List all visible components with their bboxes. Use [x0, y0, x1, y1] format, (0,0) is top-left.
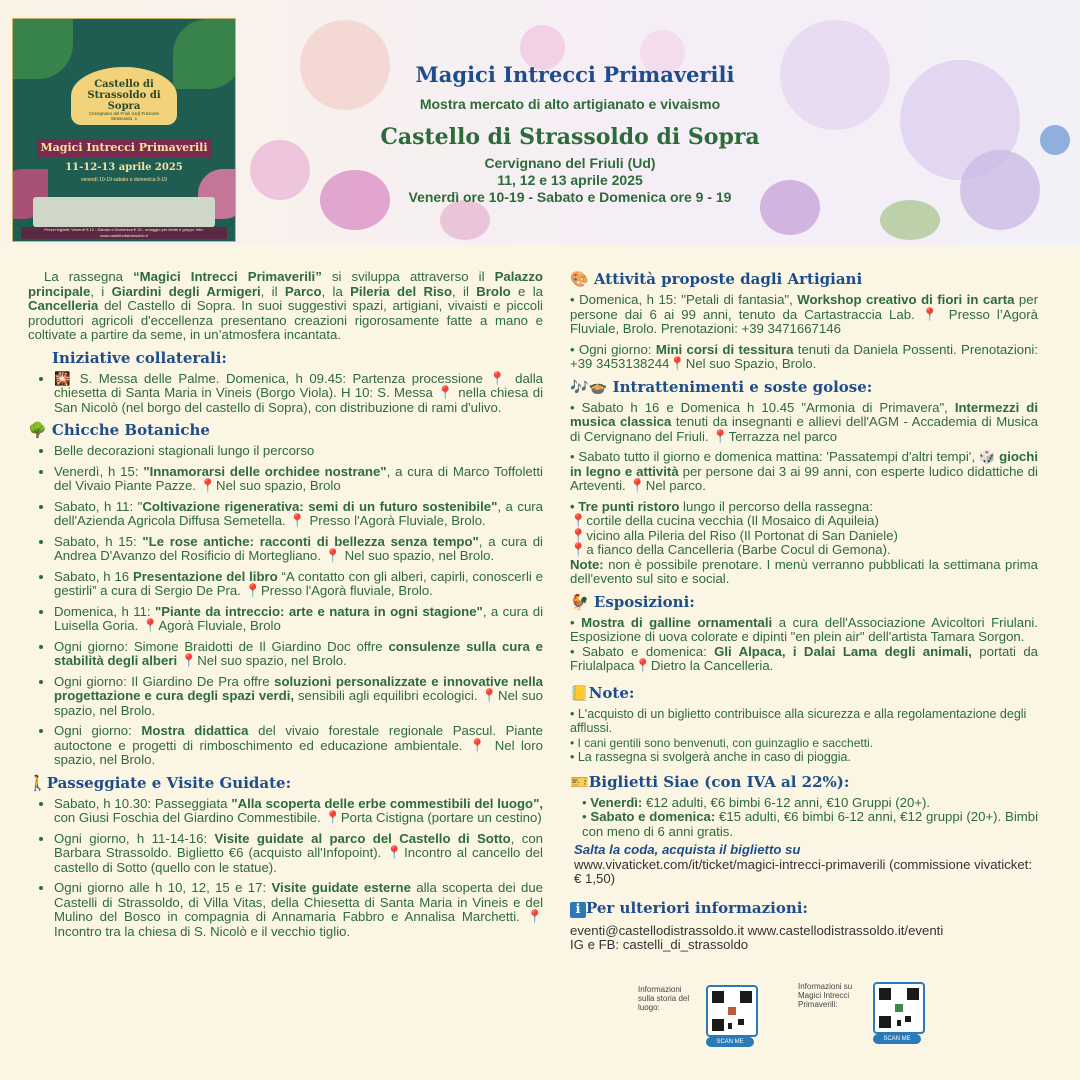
- text-run: “A contatto con gli alberi, capirli, conoscerli e gestirli” a cura di Sergio De Pra. 📍Presso l'Agorà fluviale, Brolo.: [54, 568, 543, 598]
- text-run: tenuti da insegnanti e allievi dell'AGM - Accademia di Musica di Cervignano del Friuli. 📍Terrazza nel parco: [570, 414, 1038, 444]
- leaf-decoration: [12, 18, 73, 79]
- qr-code-event[interactable]: [873, 982, 925, 1034]
- bold-text: "Innamorarsi delle orchidee nostrane": [143, 463, 387, 479]
- chicken-icon: 🐓: [570, 592, 589, 611]
- flower-decoration: [440, 200, 490, 240]
- section-title-note: [570, 684, 1038, 702]
- list-item: [54, 724, 543, 768]
- text-run: Ogni giorno: Il Giardino De Pra offre: [54, 673, 275, 689]
- text-run: Sabato, h 11: ": [54, 498, 143, 514]
- bold-text: Mostra didattica: [141, 723, 249, 738]
- note-item: • L'acquisto di un biglietto contribuisce alla sicurezza e alla regolamentazione degli afflussi.: [570, 706, 1027, 735]
- text-run: • Ogni giorno:: [570, 341, 656, 357]
- ristoro-heading: [570, 500, 1038, 515]
- list-item: [570, 293, 1038, 337]
- ristoro-note-label: Note:: [570, 556, 604, 572]
- list-item: [570, 645, 1038, 674]
- list-item: [54, 372, 543, 416]
- bold-text: Visite guidate esterne: [271, 880, 411, 895]
- list-item: [570, 343, 1038, 372]
- section-title-chicche-label: Chicche Botaniche: [51, 421, 210, 439]
- text-run: Domenica, h 11:: [54, 603, 155, 619]
- event-subtitle: Mostra mercato di alto artigianato e vivaismo: [419, 96, 721, 112]
- section-title-chicche: [28, 421, 543, 439]
- qr-event-label: Informazioni su Magici Intrecci Primaverili:: [798, 982, 853, 1009]
- ristoro-item: 📍a fianco della Cancelleria (Barbe Cocul di Gemona).: [570, 542, 891, 557]
- bold-text: "Piante da intreccio: arte e natura in ogni stagione": [155, 603, 483, 619]
- text-run: •: [582, 794, 591, 810]
- list-item: [54, 570, 543, 599]
- bold-text: Palazzo principale: [28, 269, 543, 299]
- section-title-intrattenimenti-label: Intrattenimenti e soste golose:: [612, 377, 873, 396]
- contacts-line[interactable]: eventi@castellodistrassoldo.it www.castellodistrassoldo.it/eventi: [570, 922, 944, 938]
- chicche-list: [28, 444, 543, 768]
- text-run: Ogni giorno, h 11-14-16:: [54, 830, 215, 846]
- flower-decoration: [300, 20, 390, 110]
- ristoro-note-text: non è possibile prenotare. I menù verranno pubblicati la settimana prima dell'evento sul sito e social.: [570, 556, 1038, 586]
- list-item: [54, 881, 543, 939]
- text-run: , a cura di Marco Toffoletti del Vivaio Piante Pazze. 📍Nel suo spazio, Brolo: [54, 463, 543, 493]
- event-dates: 11, 12 e 13 aprile 2025: [497, 172, 643, 188]
- ristoro-item: 📍vicino alla Pileria del Riso (Il Portonat di San Daniele): [570, 527, 898, 543]
- bold-text: "Alla scoperta delle erbe commestibili del luogo",: [231, 795, 543, 811]
- iniziative-list: [28, 372, 543, 416]
- list-item: [54, 605, 543, 634]
- list-item: [54, 465, 543, 494]
- right-column: [570, 270, 1038, 953]
- section-title-attivita-label: Attività proposte dagli Artigiani: [593, 270, 863, 288]
- section-title-passeggiate-label: Passeggiate e Visite Guidate:: [46, 773, 292, 792]
- section-title-esposizioni-label: Esposizioni:: [593, 592, 695, 611]
- poster-address: Cervignano del Friuli (Ud) Frazione Strassoldo, 1: [88, 111, 160, 121]
- walking-person-icon: 🚶: [28, 773, 47, 792]
- text-run: del vivaio forestale regionale Pascul. Piante autoctone e progetti di rimboschimento ed educazione ambientale. 📍 Nel loro spazio, nel Brolo.: [54, 723, 543, 767]
- section-title-biglietti-label: Biglietti Siae (con IVA al 22%):: [588, 772, 850, 791]
- ticket-icon: 🎫: [570, 772, 589, 791]
- bold-text: Workshop creativo di fiori in carta: [797, 292, 1015, 307]
- text-run: Sabato, h 10.30: Passeggiata: [54, 795, 232, 811]
- passeggiate-list: [28, 797, 543, 940]
- section-title-passeggiate: [28, 774, 543, 792]
- leaf-decoration: [880, 200, 940, 240]
- text-run: • Domenica, h 15: "Petali di fantasia",: [570, 292, 798, 307]
- bold-text: Mini corsi di tessitura: [655, 341, 794, 357]
- text-run: €15 adulti, €6 bimbi 6-12 anni, €12 gruppi (20+). Bimbi con meno di 6 anni gratis.: [582, 809, 1038, 839]
- text-run: portati da Friulalpaca📍Dietro la Cancelleria.: [570, 643, 1038, 673]
- palette-icon: 🎨: [570, 270, 589, 288]
- qr-code-history[interactable]: [706, 985, 758, 1037]
- text-run: alla scoperta dei due Castelli di Strassoldo, di Villa Vitas, della Chiesetta di Santa Maria in Vineis e del Mulino del Bosco in compagnia di Annamaria Fabbro e Annalisa Marchetti. 📍Incontro tra la chiesa di S. Nicolò e il vecchio tiglio.: [54, 880, 543, 939]
- text-run: Sabato, h 15:: [54, 533, 143, 549]
- bold-text: Sabato e domenica:: [590, 809, 716, 824]
- scan-me-badge: SCAN ME: [873, 1034, 921, 1044]
- event-poster: [12, 18, 236, 242]
- intro-paragraph: [28, 270, 543, 343]
- list-item: [570, 401, 1038, 445]
- text-run: per persone dai 3 ai 99 anni, con esperte ludico didattiche di Arteventi. 📍Nel parco.: [570, 463, 1038, 493]
- info-icon: ℹ: [570, 902, 586, 918]
- text-run: tenuti da Daniela Possenti. Prenotazioni: +39 3453138244📍Nel suo Spazio, Brolo.: [570, 341, 1039, 371]
- list-item: [54, 832, 543, 876]
- text-run: Sabato, h 16: [54, 568, 133, 584]
- text-run: Ogni giorno:: [54, 723, 142, 738]
- section-title-intrattenimenti: [570, 378, 1038, 396]
- tree-icon: 🌳: [28, 421, 47, 439]
- bold-text: Parco: [284, 283, 322, 299]
- poster-hours: venerdì 10-19 sabato e domenica 9-19: [81, 177, 167, 183]
- bold-text: Coltivazione rigenerativa: semi di un futuro sostenibile": [142, 498, 498, 514]
- header-banner: [0, 0, 1080, 245]
- text-run: sensibili agli equilibri ecologici. 📍Nel suo spazio, nel Brolo.: [54, 688, 543, 718]
- vivaticket-link[interactable]: www.vivaticket.com/it/ticket/magici-intrecci-primaverili (commissione vivaticket: € 1,50): [574, 856, 1032, 886]
- bold-text: soluzioni personalizzate e innovative nella progettazione e cura degli spazi verdi,: [54, 673, 543, 703]
- text-run: e la: [510, 283, 543, 299]
- text-run: a cura dell'Associazione Avicoltori Friulani. Esposizione di uova colorate e dipinti "en plein air" dell'artista Tamara Sorgon.: [570, 614, 1038, 644]
- text-run: , la: [321, 283, 351, 299]
- text-run: Ogni giorno: Simone Braidotti de Il Giardino Doc offre: [54, 638, 389, 654]
- esposizioni-list: [570, 616, 1038, 674]
- list-item: [54, 797, 543, 826]
- bold-text: Brolo: [476, 283, 511, 299]
- event-title: Magici Intrecci Primaverili: [415, 62, 735, 87]
- poster-title: Castello di Strassoldo di Sopra: [87, 79, 161, 112]
- text-run: •: [570, 614, 582, 630]
- flower-decoration: [1040, 125, 1070, 155]
- text-run: del Castello di Sopra. In suoi suggestivi spazi, artigiani, vivaisti e piccoli produttori agricoli d'eccellenza presentano creazioni rigorosamente fatte a mano e coltivate a partire da seme, in un’atmosfera incantata.: [28, 298, 543, 342]
- text-run: si sviluppa attraverso il: [321, 269, 495, 284]
- note-item: • I cani gentili sono benvenuti, con guinzaglio e sacchetti.: [570, 735, 874, 750]
- text-run: La rassegna: [44, 269, 134, 284]
- flower-decoration: [760, 180, 820, 235]
- text-run: , a cura di Luisella Goria. 📍Agorà Fluviale, Brolo: [54, 603, 543, 633]
- flower-decoration: [780, 20, 890, 130]
- text-run: • Sabato h 16 e Domenica h 10.45 "Armonia di Primavera",: [570, 399, 955, 415]
- text-run: • Sabato e domenica:: [570, 643, 715, 659]
- poster-event-banner: Magici Intrecci Primaverili: [37, 139, 211, 157]
- poster-footer: Prezzi biglietti: Venerdì € 12 - Sabato e Domenica € 15 - omaggio per bimbi e gruppi. Info: www.castellodistrassoldo.it: [21, 227, 227, 239]
- list-item: [570, 616, 1038, 645]
- text-run: , i: [90, 283, 112, 299]
- ristoro-item: 📍cortile della cucina vecchia (Il Mosaico di Aquileia): [570, 513, 879, 528]
- venue-town: Cervignano del Friuli (Ud): [484, 155, 656, 171]
- list-item: [54, 500, 543, 529]
- bold-text: Mostra di galline ornamentali: [581, 614, 773, 630]
- text-run: • Sabato tutto il giorno e domenica mattina: 'Passatempi d'altri tempi', 🎲: [570, 449, 1000, 464]
- text-run: Ogni giorno alle h 10, 12, 15 e 17:: [54, 880, 272, 895]
- list-item: [570, 450, 1038, 494]
- text-run: , a cura dell'Azienda Agricola Diffusa Semetella. 📍 Presso l'Agorà Fluviale, Brolo.: [54, 498, 544, 528]
- section-title-iniziative: Iniziative collaterali:: [52, 348, 227, 367]
- ristoro-heading-bold: • Tre punti ristoro: [570, 498, 680, 514]
- leaf-decoration: [173, 19, 236, 89]
- poster-castle-image: [33, 197, 215, 227]
- section-title-attivita: [570, 270, 1038, 288]
- skip-queue-text: Salta la coda, acquista il biglietto su: [574, 842, 801, 857]
- bold-text: Visite guidate al parco del Castello di Sotto: [214, 830, 511, 846]
- ristoro-note: [570, 558, 1038, 587]
- intrattenimenti-list: [570, 401, 1038, 494]
- bold-text: “Magici Intrecci Primaverili”: [133, 269, 322, 284]
- ristoro-heading-text: lungo il percorso della rassegna:: [679, 498, 873, 514]
- flower-decoration: [250, 140, 310, 200]
- bold-text: consulenze sulla cura e stabilità degli alberi: [54, 638, 543, 668]
- qr-history-label: Informazioni sulla storia del luogo:: [638, 985, 690, 1012]
- section-title-biglietti: [570, 773, 1038, 791]
- section-title-note-label: Note:: [588, 683, 635, 702]
- section-title-info-label: Per ulteriori informazioni:: [586, 898, 808, 917]
- event-hours: Venerdì ore 10-19 - Sabato e Domenica ore 9 - 19: [408, 189, 732, 205]
- text-run: 📍Nel suo spazio, nel Brolo.: [177, 653, 347, 668]
- left-column: [28, 270, 543, 945]
- flower-decoration: [960, 150, 1040, 230]
- list-item: [54, 640, 543, 669]
- scan-me-badge: SCAN ME: [706, 1037, 754, 1047]
- list-item: [54, 535, 543, 564]
- text-run: Venerdì, h 15:: [54, 463, 144, 479]
- text-run: 🎇 S. Messa delle Palme. Domenica, h 09.45: Partenza processione 📍 dalla chiesetta di Santa Maria in Vineis (Borgo Viola). H 10: S. Messa 📍 nella chiesa di San Nicolò (nel borgo del castello di Sopra), con distribuzione di rami d'ulivo.: [54, 370, 543, 415]
- bold-text: Pileria del Riso: [350, 283, 453, 299]
- text-run: , il: [452, 283, 477, 299]
- text-run: , con Barbara Strassoldo. Biglietto €6 (acquisto all'Infopoint). 📍Incontro al cancello del castello di Sotto (quello con le statue).: [54, 830, 543, 875]
- attivita-list: [570, 293, 1038, 372]
- bold-text: Presentazione del libro: [132, 568, 278, 584]
- bold-text: giochi in legno e attività: [570, 449, 1038, 479]
- text-run: Belle decorazioni stagionali lungo il percorso: [54, 443, 315, 458]
- section-title-esposizioni: [570, 593, 1038, 611]
- venue-title: Castello di Strassoldo di Sopra: [380, 124, 760, 150]
- bold-text: Venerdì:: [590, 794, 643, 810]
- notebook-icon: 📒: [570, 683, 589, 702]
- music-food-icon: 🎶🍲: [570, 377, 608, 396]
- note-item: • La rassegna si svolgerà anche in caso di pioggia.: [570, 750, 851, 764]
- text-run: con Giusi Foschia del Giardino Commestibile. 📍Porta Cistigna (portare un cestino): [54, 810, 542, 825]
- bold-text: Giardini degli Armigeri: [111, 283, 261, 299]
- poster-dates: 11-12-13 aprile 2025: [65, 162, 183, 173]
- text-run: €12 adulti, €6 bimbi 6-12 anni, €10 Gruppi (20+).: [642, 794, 931, 810]
- bold-text: Gli Alpaca, i Dalai Lama degli animali,: [714, 643, 972, 659]
- biglietti-list: [570, 796, 1038, 840]
- text-run: per persone dai 6 ai 99 anni, tenuto da Cartastraccia Lab. 📍 Presso l’Agorà Fluviale, Brolo. Prenotazioni: +39 3471667146: [570, 292, 1038, 336]
- text-run: , a cura di Andrea D'Avanzo del Rosificio di Mortegliano. 📍 Nel suo spazio, nel Brolo.: [54, 533, 543, 563]
- list-item: [582, 810, 1038, 839]
- section-title-info: [570, 899, 1038, 918]
- text-run: , il: [260, 283, 285, 299]
- text-run: •: [582, 809, 591, 824]
- list-item: [54, 675, 543, 719]
- bold-text: Intermezzi di musica classica: [570, 399, 1039, 429]
- social-line: IG e FB: castelli_di_strassoldo: [570, 937, 749, 952]
- list-item: [582, 796, 1038, 811]
- bold-text: "Le rose antiche: racconti di bellezza senza tempo": [142, 533, 479, 549]
- list-item: [54, 444, 543, 459]
- bold-text: Cancelleria: [28, 298, 99, 313]
